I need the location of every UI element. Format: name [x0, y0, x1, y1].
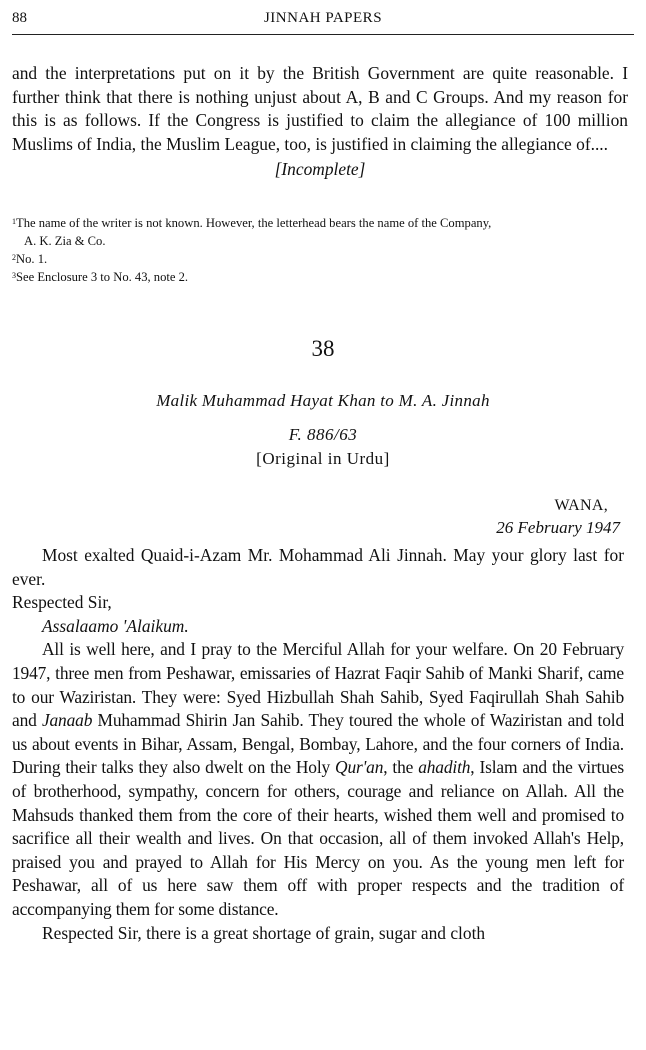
footnote-3 — [12, 268, 628, 286]
footnote-mark: 2 — [12, 253, 16, 262]
quran-term: Qur'an — [335, 757, 384, 778]
footnote-2 — [12, 250, 628, 268]
footnote-1-continuation: A. K. Zia & Co. — [24, 234, 106, 248]
letter-place: WANA, — [554, 497, 608, 514]
previous-paragraph: and the interpretations put on it by the British Government are quite reasonable. I further think that there is nothing unjust about A, B and C Groups. And my reason for this is as follows. If the Congress is justified to claim the allegiance of 100 million Muslims of India, the Muslim League, too, is justified in claiming the allegiance of.... — [12, 63, 628, 154]
paragraph-text: Muhammad Shirin Jan Sahib. They toured the whole of Waziristan and told us about events in Bihar, Assam, Bengal, Bombay, Lahore, and the four corners of India. During their talks they also dwelt on the Holy — [12, 710, 624, 778]
page-header — [12, 8, 634, 34]
footnote-text: The name of the writer is not known. However, the letterhead bears the name of the Company, — [16, 216, 492, 230]
document-title: Malik Muhammad Hayat Khan to M. A. Jinnah — [156, 391, 490, 410]
paragraph-text: , the — [383, 757, 419, 778]
previous-letter-text — [12, 62, 628, 182]
letter-body — [12, 544, 624, 945]
letter-paragraph-1 — [12, 638, 624, 921]
paragraph-text: , Islam and the virtues of brotherhood, sympathy, concern for others, courage and reliance on Allah. All the Mahsuds thanked them from the core of their hearts, wished them well and promised to sacrifice all their wealth and lives. On that occasion, all of them invoked Allah's Help, praised you and prayed to Allah for His Mercy on you. As the young men left for Peshawar, all of us here saw them off with proper respects and the tradition of accompanying them for some distance. — [12, 757, 624, 919]
footnotes — [12, 214, 628, 286]
letter-greeting: Assalaamo 'Alaikum. — [42, 615, 189, 636]
ahadith-term: ahadith — [418, 757, 471, 778]
footnote-1 — [12, 214, 628, 232]
letter-paragraph-2: Respected Sir, there is a great shortage of grain, sugar and cloth — [42, 922, 486, 943]
footnote-mark: 3 — [12, 271, 16, 280]
paragraph-text: All is well here, and I pray to the Merciful Allah for your welfare. On 20 February 1947, three men from Peshawar, emissaries of Hazrat Faqir Sahib of Manki Sharif, came to our Waziristan. They were: Syed Hizbullah Shah Sahib, Syed Faqirullah Shah Sahib and — [12, 639, 624, 731]
letter-date: 26 February 1947 — [496, 518, 620, 537]
document-number: 38 — [311, 336, 335, 361]
file-reference: F. 886/63 — [288, 425, 358, 444]
page-number: 88 — [12, 10, 27, 26]
original-language-note: [Original in Urdu] — [256, 449, 390, 468]
footnote-text: See Enclosure 3 to No. 43, note 2. — [16, 270, 189, 284]
letter-salutation: Respected Sir, — [12, 592, 112, 613]
footnote-text: No. 1. — [16, 252, 48, 266]
incomplete-note: [Incomplete] — [274, 159, 366, 179]
janaab-term: Janaab — [41, 710, 93, 731]
footnote-mark: 1 — [12, 217, 16, 226]
running-head: JINNAH PAPERS — [263, 10, 383, 26]
letter-opening: Most exalted Quaid-i-Azam Mr. Mohammad Ali Jinnah. May your glory last for ever. — [12, 545, 624, 589]
header-rule — [12, 34, 634, 35]
